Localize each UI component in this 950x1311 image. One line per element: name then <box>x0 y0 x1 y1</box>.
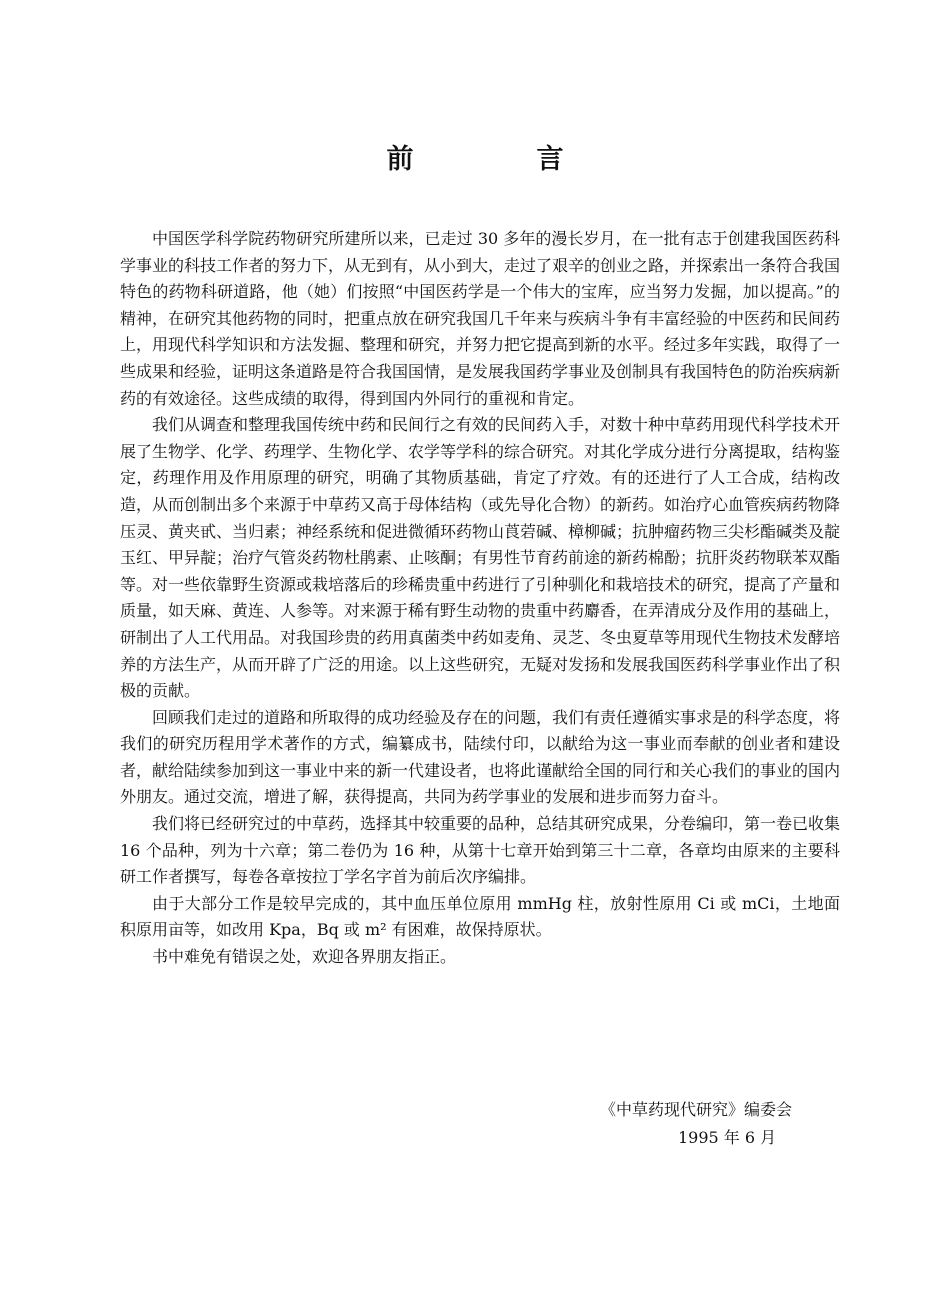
signature-organization: 《中草药现代研究》编委会 <box>600 1100 793 1119</box>
paragraph: 我们将已经研究过的中草药，选择其中较重要的品种，总结其研究成果，分卷编印，第一卷已收集 16 个品种，列为十六章；第二卷仍为 16 种，从第十七章开始到第三十二章，各章均由原来的主要科研工作者撰写，每卷各章按拉丁学名字首为前后次序编排。 <box>120 814 841 887</box>
paragraph: 由于大部分工作是较早完成的，其中血压单位原用 mmHg 柱，放射性原用 Ci 或 mCi，土地面积原用亩等，如改用 Kpa，Bq 或 m² 有困难，故保持原状。 <box>120 893 840 940</box>
preface-body <box>120 226 840 971</box>
paragraph: 中国医学科学院药物研究所建所以来，已走过 30 多年的漫长岁月，在一批有志于创建我国医药科学事业的科技工作者的努力下，从无到有，从小到大，走过了艰辛的创业之路，并探索出一条符合我国特色的药物科研道路，他（她）们按照“中国医药学是一个伟大的宝库，应当努力发掘，加以提高。”的精神，在研究其他药物的同时，把重点放在研究我国几千年来与疾病斗争有丰富经验的中医药和民间药上，用现代科学知识和方法发掘、整理和研究，并努力把它提高到新的水平。经过多年实践，取得了一些成果和经验，证明这条道路是符合我国国情，是发展我国药学事业及创制具有我国特色的防治疾病新药的有效途径。这些成绩的取得，得到国内外同行的重视和肯定。 <box>120 229 841 408</box>
signature-date: 1995 年 6 月 <box>678 1128 777 1147</box>
paragraph: 回顾我们走过的道路和所取得的成功经验及存在的问题，我们有责任遵循实事求是的科学态度，将我们的研究历程用学术著作的方式，编纂成书，陆续付印，以献给为这一事业而奉献的创业者和建设者，献给陆续参加到这一事业中来的新一代建设者，也将此谨献给全国的同行和关心我们的事业的国内外朋友。通过交流，增进了解，获得提高，共同为药学事业的发展和进步而努力奋斗。 <box>120 707 841 807</box>
paragraph: 书中难免有错误之处，欢迎各界朋友指正。 <box>152 947 457 967</box>
signature-block <box>560 1096 840 1152</box>
page-title: 前 言 <box>386 144 612 175</box>
paragraph: 我们从调查和整理我国传统中药和民间行之有效的民间药入手，对数十种中草药用现代科学技术开展了生物学、化学、药理学、生物化学、农学等学科的综合研究。对其化学成分进行分离提取，结构鉴定，药理作用及作用原理的研究，明确了其物质基础，肯定了疗效。有的还进行了人工合成，结构改造，从而创制出多个来源于中草药又高于母体结构（或先导化合物）的新药。如治疗心血管疾病药物降压灵、黄夹甙、当归素；神经系统和促进微循环药物山莨菪碱、樟柳碱；抗肿瘤药物三尖杉酯碱类及靛玉红、甲异靛；治疗气管炎药物杜鹃素、止咳酮；有男性节育药前途的新药棉酚；抗肝炎药物联苯双酯等。对一些依靠野生资源或栽培落后的珍稀贵重中药进行了引种驯化和栽培技术的研究，提高了产量和质量，如天麻、黄连、人参等。对来源于稀有野生动物的贵重中药麝香，在弄清成分及作用的基础上，研制出了人工代用品。对我国珍贵的药用真菌类中药如麦角、灵芝、冬虫夏草等用现代生物技术发酵培养的方法生产，从而开辟了广泛的用途。以上这些研究，无疑对发扬和发展我国医药科学事业作出了积极的贡献。 <box>120 415 841 701</box>
